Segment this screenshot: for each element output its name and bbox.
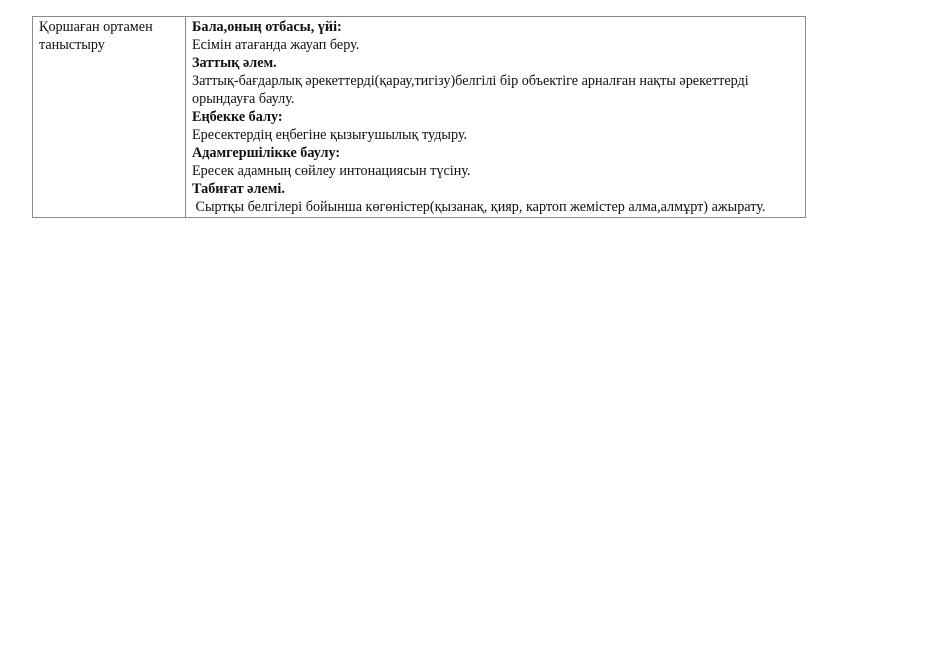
section-text-nature: Сыртқы белгілері бойынша көгөністер(қызанақ, қияр, картоп жемістер алма,алмұрт) ажырату. (192, 199, 766, 215)
section-heading-objects: Заттық әлем. (192, 55, 277, 71)
content-cell (186, 17, 806, 218)
section-heading-labor: Еңбекке балу: (192, 109, 283, 125)
section-heading-nature: Табиғат әлемі. (192, 181, 285, 197)
subject-name: Қоршаған ортамен таныстыру (39, 19, 153, 53)
section-heading-morality: Адамгершілікке баулу: (192, 145, 341, 161)
section-heading-family: Бала,оның отбасы, үйі: (192, 19, 342, 35)
section-text-morality: Ересек адамның сөйлеу интонациясын түсіну. (192, 163, 471, 179)
table-row (33, 17, 806, 218)
subject-cell (33, 17, 186, 218)
section-text-objects: Заттық-бағдарлық әрекеттерді(қарау,тигізу)белгілі бір объектіге арналған нақты әрекеттерді орындауға баулу. (192, 73, 749, 107)
section-text-family: Есімін атағанда жауап беру. (192, 37, 360, 53)
lesson-plan-table (32, 16, 806, 218)
section-text-labor: Ересектердің еңбегіне қызығушылық тудыру. (192, 127, 468, 143)
